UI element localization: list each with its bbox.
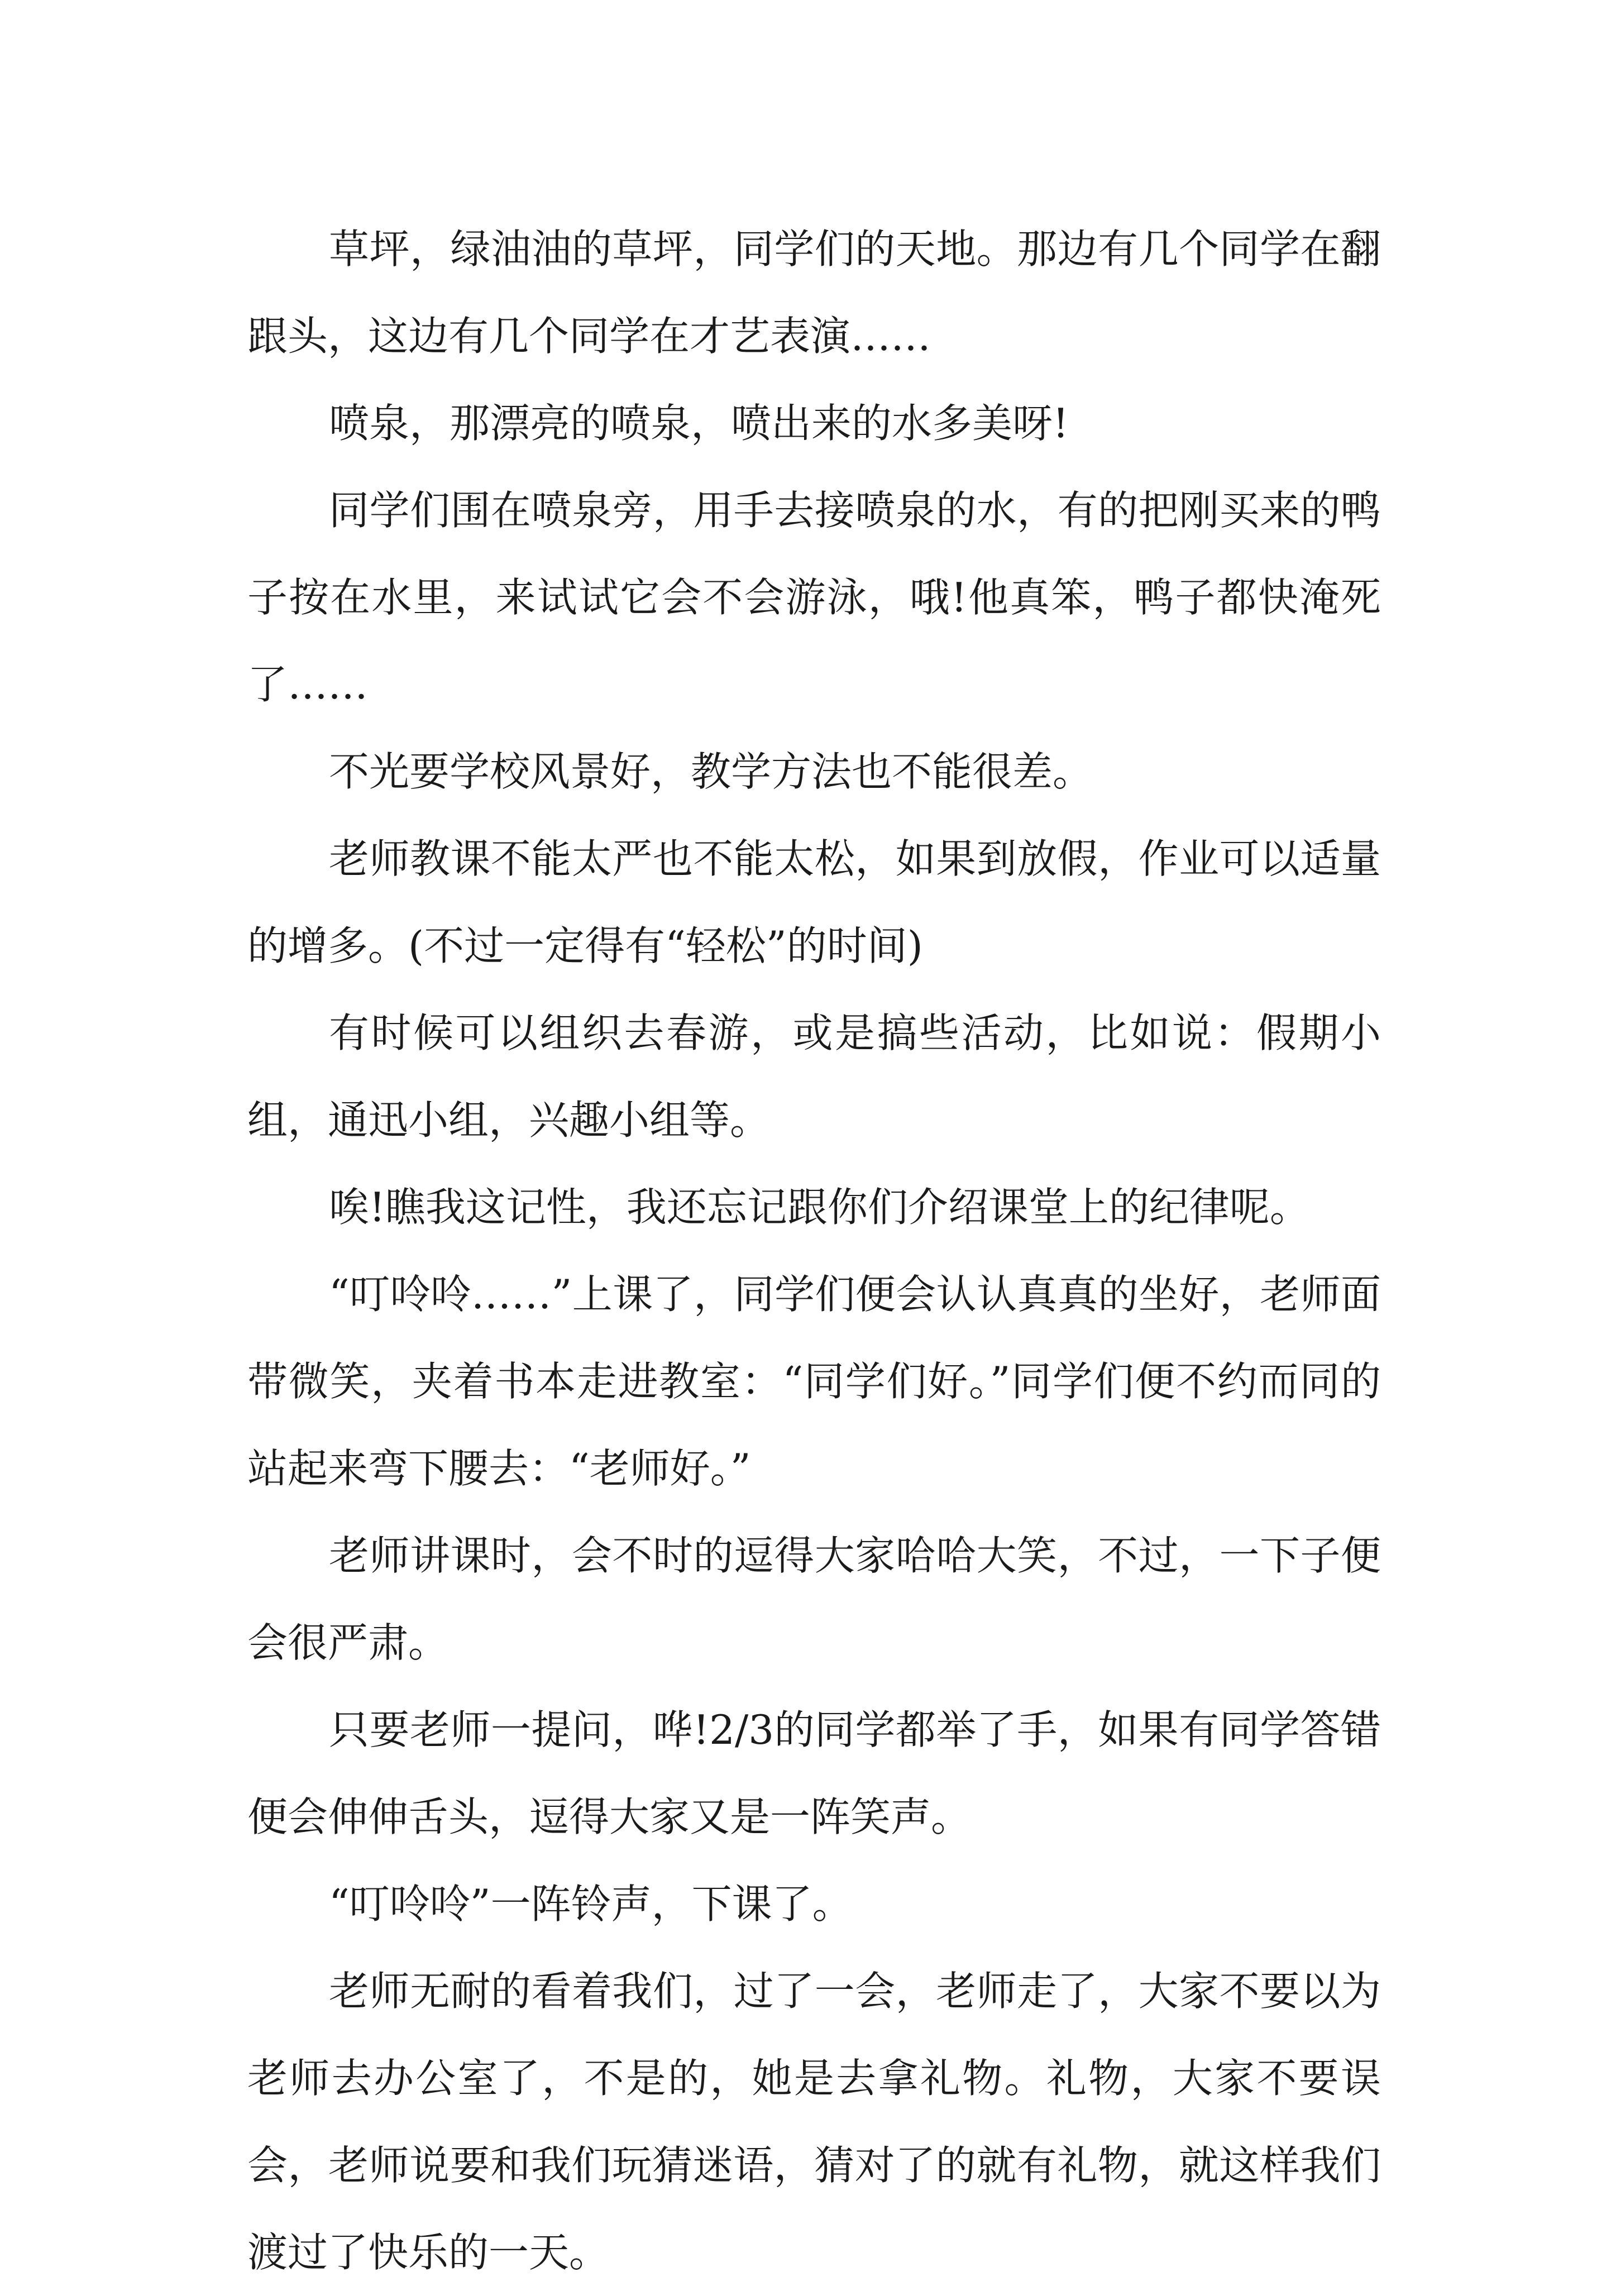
paragraph-fountain-students: 同学们围在喷泉旁，用手去接喷泉的水，有的把刚买来的鸭子按在水里，来试试它会不会游泳，哦!他真笨，鸭子都快淹死了……: [247, 487, 1381, 708]
paragraph-homework: 老师教课不能太严也不能太松，如果到放假，作业可以适量的增多。(不过一定得有“轻松”的时间): [247, 835, 1381, 969]
paragraph-activities: 有时候可以组织去春游，或是搞些活动，比如说：假期小组，通迅小组，兴趣小组等。: [247, 1010, 1381, 1144]
article-body: [247, 205, 1381, 2296]
paragraph-questions: 只要老师一提问，哗!2/3的同学都举了手，如果有同学答错便会伸伸舌头，逗得大家又是一阵笑声。: [247, 1706, 1381, 1840]
paragraph-discipline: 唉!瞧我这记性，我还忘记跟你们介绍课堂上的纪律呢。: [329, 1184, 1310, 1231]
paragraph-lawn: 草坪，绿油油的草坪，同学们的天地。那边有几个同学在翻跟头，这边有几个同学在才艺表演……: [247, 226, 1381, 360]
paragraph-gifts: 老师无耐的看着我们，过了一会，老师走了，大家不要以为老师去办公室了，不是的，她是去拿礼物。礼物，大家不要误会，老师说要和我们玩猜迷语，猜对了的就有礼物，就这样我们渡过了快乐的一天。: [247, 1968, 1381, 2276]
paragraph-class-ends: “叮呤呤”一阵铃声，下课了。: [329, 1881, 853, 1927]
paragraph-fountain: 喷泉，那漂亮的喷泉，喷出来的水多美呀!: [329, 400, 1069, 447]
paragraph-class-begins: “叮呤呤……”上课了，同学们便会认认真真的坐好，老师面带微笑，夹着书本走进教室：“同学们好。”同学们便不约而同的站起来弯下腰去：“老师好。”: [247, 1271, 1381, 1492]
paragraph-teaching-method: 不光要学校风景好，教学方法也不能很差。: [329, 748, 1093, 795]
paragraph-teacher-lecture: 老师讲课时，会不时的逗得大家哈哈大笑，不过，一下子便会很严肃。: [247, 1532, 1381, 1666]
